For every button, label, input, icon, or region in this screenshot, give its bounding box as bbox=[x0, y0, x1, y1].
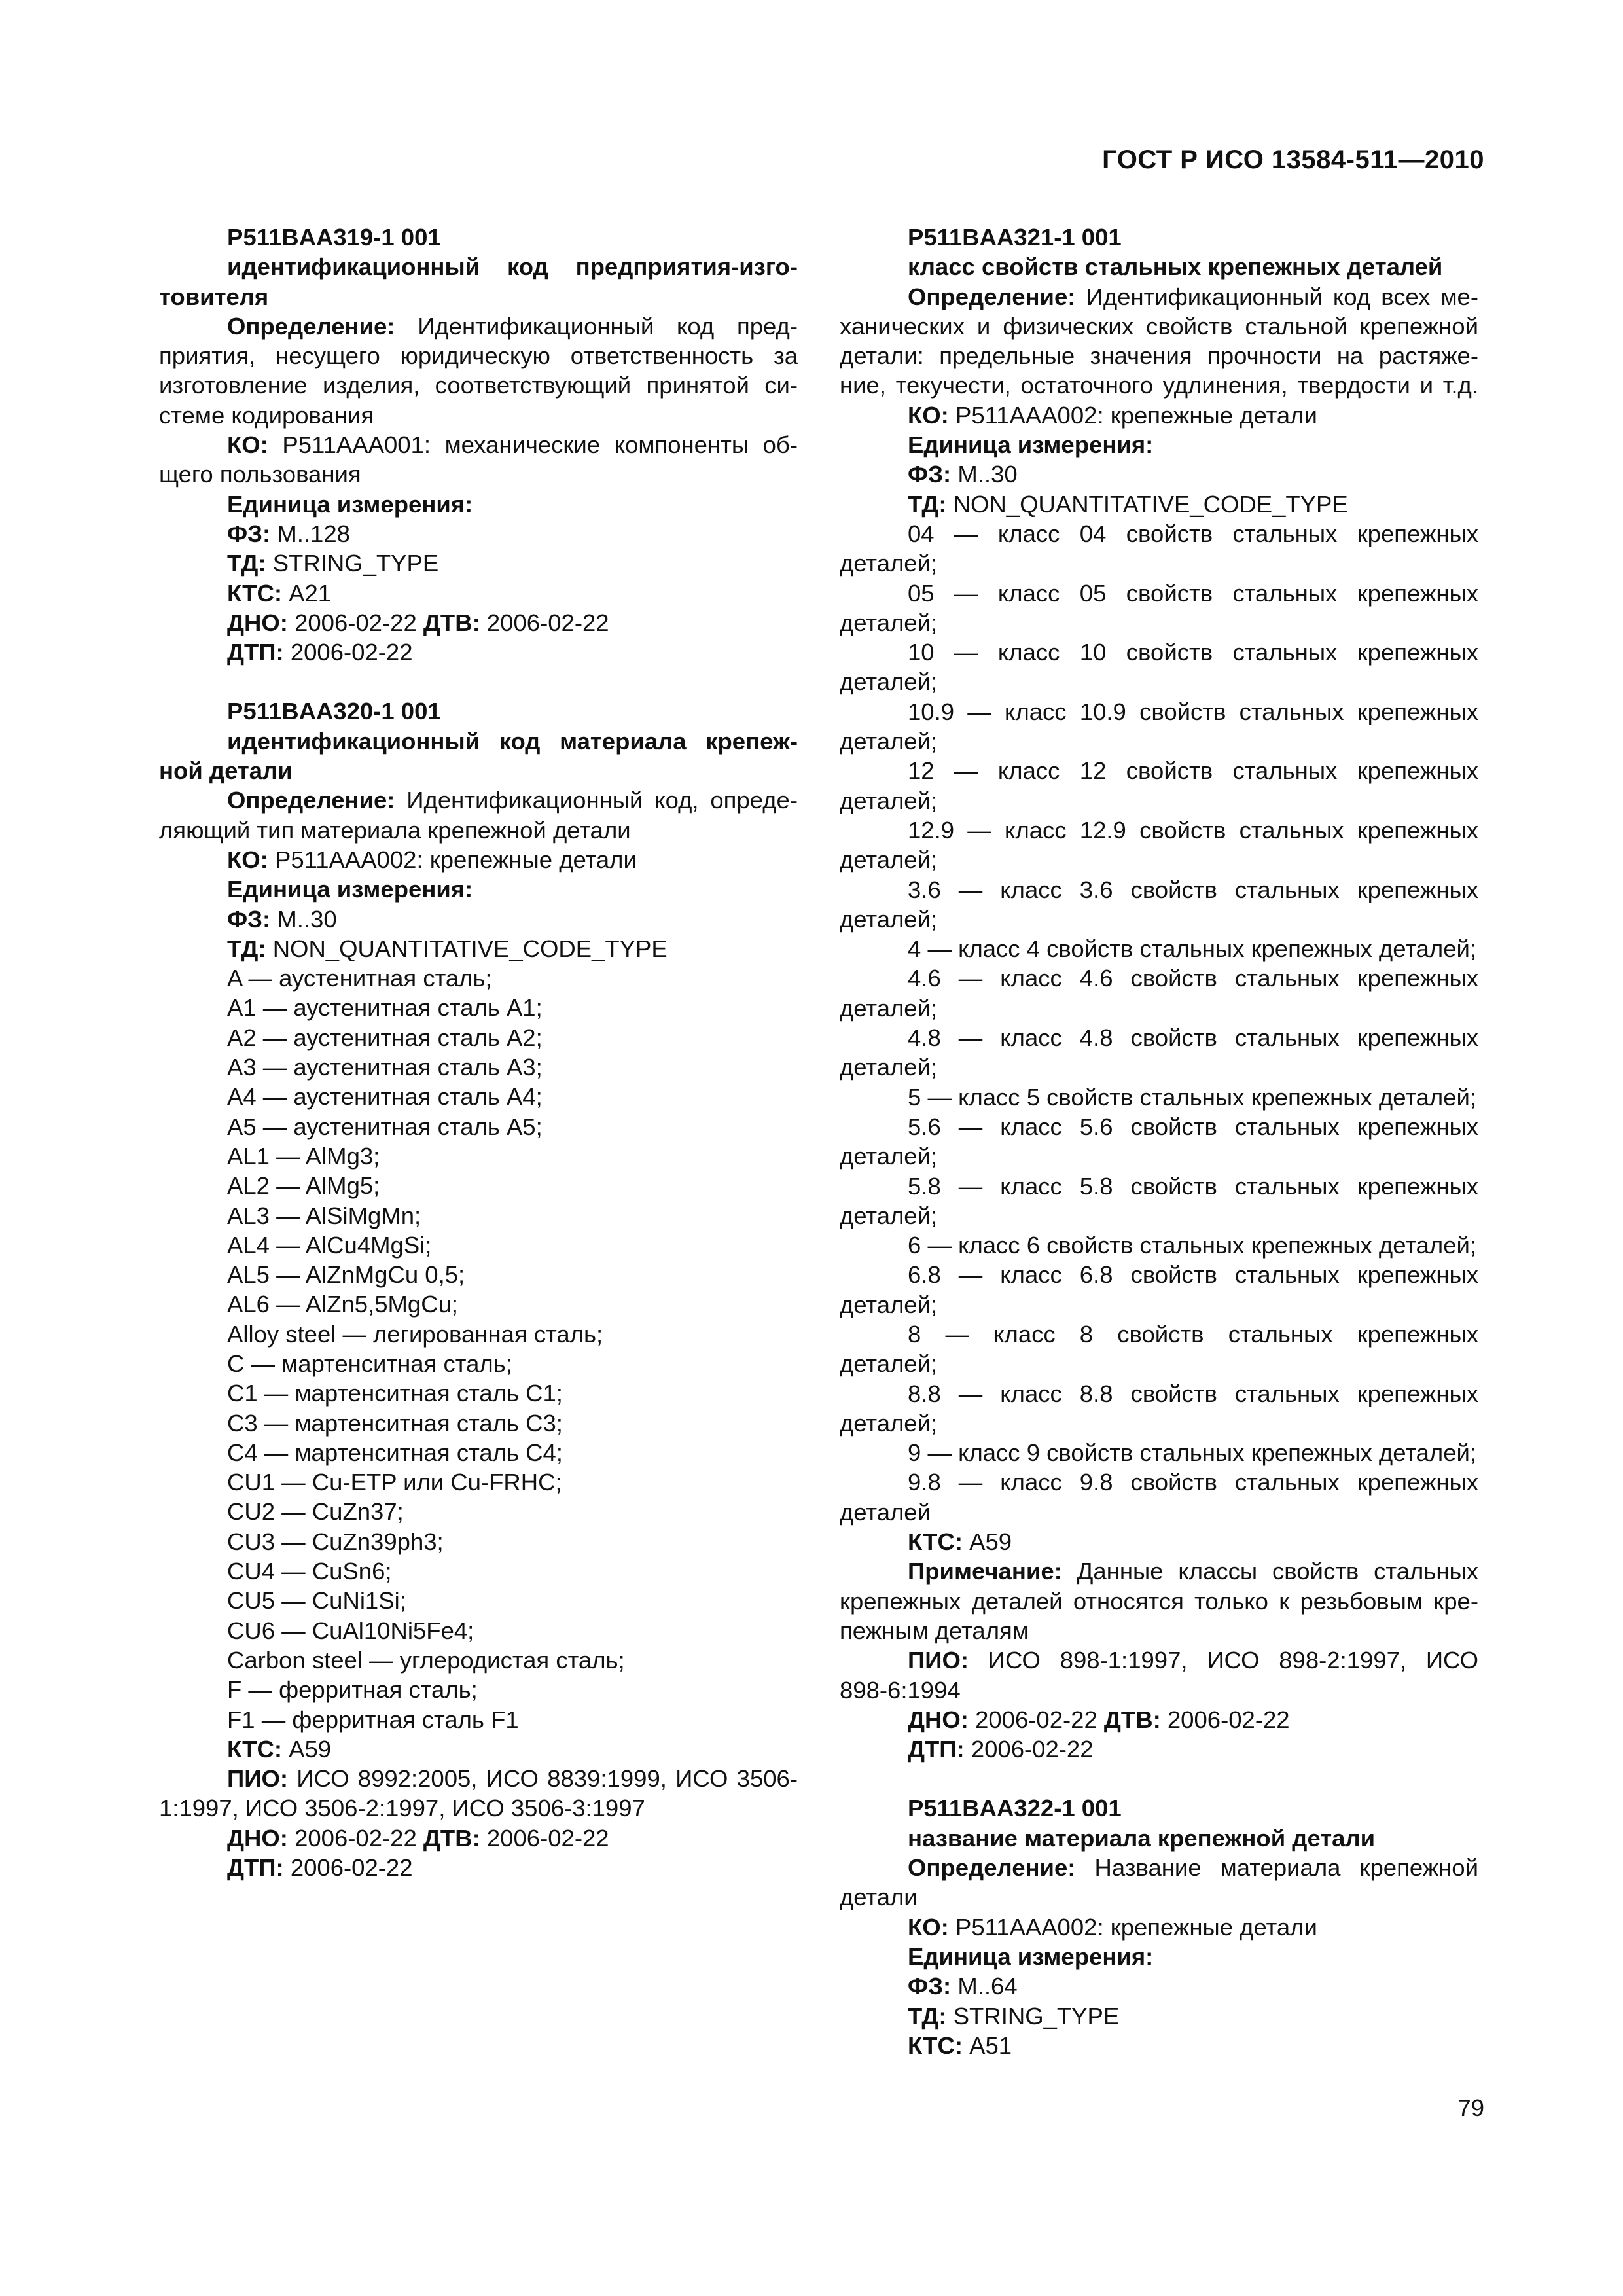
value: A51 bbox=[963, 2032, 1012, 2059]
label: Определение: bbox=[227, 312, 395, 340]
label: Определение: bbox=[908, 283, 1076, 310]
td-line bbox=[840, 490, 1478, 519]
fz-line bbox=[840, 1971, 1478, 2001]
dates-line bbox=[159, 608, 798, 637]
list-item: 3.6 — класс 3.6 свойств стальных крепежных bbox=[908, 876, 1478, 903]
label: КТС: bbox=[908, 1528, 963, 1556]
label: Примечание: bbox=[908, 1558, 1062, 1585]
value: Идентификационный код пред- bbox=[395, 312, 798, 340]
value: 2006-02-22 bbox=[287, 609, 423, 636]
list-item-cont: деталей; bbox=[840, 1054, 938, 1081]
definition-cont: детали bbox=[840, 1884, 918, 1911]
label: ФЗ: bbox=[908, 1973, 952, 2000]
label: ПИО: bbox=[908, 1647, 969, 1674]
value: 2006-02-22 bbox=[968, 1706, 1104, 1733]
list-item: 4.8 — класс 4.8 свойств стальных крепежных bbox=[908, 1024, 1478, 1052]
list-item: AL4 — AlCu4MgSi; bbox=[227, 1231, 432, 1259]
list-item: AL3 — AlSiMgMn; bbox=[227, 1202, 421, 1229]
label: ДТП: bbox=[908, 1736, 965, 1763]
list-item: 4 — класс 4 свойств стальных крепежных деталей; bbox=[908, 935, 1477, 963]
list-item: A2 — аустенитная сталь A2; bbox=[227, 1024, 543, 1051]
list-item: C3 — мартенситная сталь C3; bbox=[227, 1409, 563, 1437]
list-item: 8.8 — класс 8.8 свойств стальных крепежных bbox=[908, 1380, 1478, 1407]
definition-cont: приятия, несущего юридическую ответственность за bbox=[159, 342, 798, 370]
label: ФЗ: bbox=[227, 905, 271, 933]
list-item-cont: деталей; bbox=[840, 905, 938, 933]
page-header: ГОСТ Р ИСО 13584-511—2010 bbox=[1102, 145, 1484, 174]
value: P511AAA001: механические компоненты об- bbox=[268, 431, 798, 459]
list-item-cont: деталей; bbox=[840, 994, 938, 1022]
kts-line bbox=[159, 1734, 798, 1764]
label: ДТВ: bbox=[1103, 1706, 1161, 1733]
dates-line bbox=[159, 1823, 798, 1853]
value: 2006-02-22 bbox=[287, 1824, 423, 1852]
entry-code: P511BAA322-1 001 bbox=[908, 1795, 1122, 1822]
list-item: 9 — класс 9 свойств стальных крепежных деталей; bbox=[908, 1439, 1477, 1467]
label: ДТП: bbox=[227, 1854, 284, 1882]
ko-line bbox=[840, 401, 1478, 430]
label: ФЗ: bbox=[227, 520, 271, 547]
label: КТС: bbox=[908, 2032, 963, 2059]
ko-line bbox=[159, 430, 798, 459]
list-item: AL6 — AlZn5,5MgCu; bbox=[227, 1291, 459, 1318]
definition-cont: ляющий тип материала крепежной детали bbox=[159, 816, 631, 844]
value: STRING_TYPE bbox=[266, 550, 439, 577]
label: ПИО: bbox=[227, 1765, 289, 1793]
note-cont: крепежных деталей относятся только к резьбовым кре- bbox=[840, 1587, 1478, 1615]
value: Данные классы свойств стальных bbox=[1061, 1558, 1478, 1585]
value: 2006-02-22 bbox=[480, 609, 609, 636]
list-item-cont: деталей; bbox=[840, 1202, 938, 1229]
definition-cont: детали: предельные значения прочности на растяже- bbox=[840, 342, 1478, 370]
entry-code: P511BAA321-1 001 bbox=[908, 224, 1122, 251]
value: P511AAA002: крепежные детали bbox=[268, 846, 637, 873]
fz-line bbox=[840, 459, 1478, 489]
list-item: F1 — ферритная сталь F1 bbox=[227, 1706, 519, 1733]
label: КО: bbox=[227, 846, 268, 873]
label: Определение: bbox=[908, 1854, 1076, 1882]
dates-line bbox=[840, 1705, 1478, 1734]
kts-line bbox=[840, 1527, 1478, 1556]
definition-cont: стеме кодирования bbox=[159, 401, 374, 429]
value: ИСО 8992:2005, ИСО 8839:1999, ИСО 3506- bbox=[288, 1765, 798, 1793]
label: ТД: bbox=[227, 935, 266, 962]
definition-cont: изготовление изделия, соответствующий принятой си- bbox=[159, 372, 798, 399]
list-item-cont: деталей; bbox=[840, 1143, 938, 1170]
list-item: 12.9 — класс 12.9 свойств стальных крепежных bbox=[908, 816, 1478, 844]
value: NON_QUANTITATIVE_CODE_TYPE bbox=[266, 935, 668, 962]
value: 2006-02-22 bbox=[283, 1854, 413, 1882]
label: КО: bbox=[908, 401, 949, 429]
list-item: Alloy steel — легированная сталь; bbox=[227, 1320, 603, 1348]
unit-label: Единица измерения: bbox=[908, 431, 1154, 459]
list-item: 5 — класс 5 свойств стальных крепежных деталей; bbox=[908, 1083, 1477, 1111]
list-item-cont: деталей; bbox=[840, 846, 938, 874]
definition bbox=[159, 312, 798, 341]
list-item-cont: деталей; bbox=[840, 550, 938, 577]
label: ФЗ: bbox=[908, 461, 952, 488]
list-item: CU6 — CuAl10Ni5Fe4; bbox=[227, 1617, 474, 1644]
entry-title: идентификационный код материала крепеж- bbox=[227, 727, 798, 755]
list-item: 04 — класс 04 свойств стальных крепежных bbox=[908, 520, 1478, 547]
list-item-cont: деталей; bbox=[840, 787, 938, 814]
list-item: C — мартенситная сталь; bbox=[227, 1350, 512, 1377]
list-item: A3 — аустенитная сталь A3; bbox=[227, 1054, 543, 1081]
ko-line bbox=[159, 845, 798, 874]
unit-label: Единица измерения: bbox=[227, 490, 473, 518]
value: 2006-02-22 bbox=[480, 1824, 609, 1852]
list-item-cont: деталей; bbox=[840, 1409, 938, 1437]
label: КТС: bbox=[227, 579, 282, 607]
list-item: Carbon steel — углеродистая сталь; bbox=[227, 1646, 625, 1674]
value: 2006-02-22 bbox=[1160, 1706, 1290, 1733]
value: P511AAA002: крепежные детали bbox=[948, 401, 1317, 429]
entry-title: название материала крепежной детали bbox=[908, 1824, 1376, 1852]
list-item: CU1 — Cu-ETP или Cu-FRHC; bbox=[227, 1469, 562, 1496]
label: ТД: bbox=[908, 490, 947, 518]
list-item: 6 — класс 6 свойств стальных крепежных деталей; bbox=[908, 1232, 1477, 1259]
value: 2006-02-22 bbox=[283, 639, 413, 666]
left-column bbox=[159, 223, 798, 1882]
label: ДТП: bbox=[227, 639, 284, 666]
list-item: CU3 — CuZn39ph3; bbox=[227, 1528, 444, 1555]
note-line bbox=[840, 1556, 1478, 1586]
definition-cont: ханических и физических свойств стальной крепежной bbox=[840, 312, 1478, 340]
list-item: 5.6 — класс 5.6 свойств стальных крепежных bbox=[908, 1113, 1478, 1140]
definition-cont: ние, текучести, остаточного удлинения, твердости и т.д. bbox=[840, 372, 1478, 399]
definition bbox=[840, 1853, 1478, 1882]
list-item: C4 — мартенситная сталь C4; bbox=[227, 1439, 563, 1466]
right-column bbox=[840, 223, 1478, 2060]
value: P511AAA002: крепежные детали bbox=[948, 1913, 1317, 1941]
pio-line bbox=[159, 1764, 798, 1793]
value: M..30 bbox=[270, 905, 337, 933]
list-item: CU4 — CuSn6; bbox=[227, 1558, 392, 1585]
list-item-cont: деталей; bbox=[840, 728, 938, 755]
list-item: 10 — класс 10 свойств стальных крепежных bbox=[908, 639, 1478, 666]
td-line bbox=[159, 934, 798, 963]
list-item: CU5 — CuNi1Si; bbox=[227, 1587, 406, 1615]
label: ДТВ: bbox=[423, 1824, 480, 1852]
material-values-list bbox=[159, 963, 798, 1734]
label: ТД: bbox=[227, 550, 266, 577]
list-item: A — аустенитная сталь; bbox=[227, 965, 492, 992]
list-item: 8 — класс 8 свойств стальных крепежных bbox=[908, 1320, 1478, 1348]
value: ИСО 898-1:1997, ИСО 898-2:1997, ИСО bbox=[969, 1647, 1478, 1674]
list-item-cont: деталей; bbox=[840, 1350, 938, 1378]
list-item: A4 — аустенитная сталь A4; bbox=[227, 1083, 543, 1111]
list-item-cont: деталей bbox=[840, 1498, 931, 1526]
value: Идентификационный код, опреде- bbox=[395, 787, 798, 814]
value: 2006-02-22 bbox=[964, 1736, 1094, 1763]
dtp-line bbox=[159, 637, 798, 667]
list-item: CU2 — CuZn37; bbox=[227, 1498, 404, 1526]
list-item-cont: деталей; bbox=[840, 668, 938, 696]
value: M..128 bbox=[270, 520, 350, 547]
page-number: 79 bbox=[1457, 2094, 1484, 2121]
fz-line bbox=[159, 519, 798, 548]
td-line bbox=[159, 548, 798, 578]
property-class-list bbox=[840, 519, 1478, 1527]
note-cont: пежным деталям bbox=[840, 1617, 1029, 1644]
label: ДНО: bbox=[227, 609, 288, 636]
value: A59 bbox=[963, 1528, 1012, 1556]
label: ДТВ: bbox=[423, 609, 480, 636]
kts-line bbox=[840, 2031, 1478, 2060]
list-item: 5.8 — класс 5.8 свойств стальных крепежных bbox=[908, 1172, 1478, 1200]
ko-line bbox=[840, 1912, 1478, 1942]
label: ДНО: bbox=[908, 1706, 969, 1733]
list-item: AL1 — AlMg3; bbox=[227, 1142, 380, 1170]
entry-code: P511BAA319-1 001 bbox=[227, 224, 441, 251]
list-item: A1 — аустенитная сталь A1; bbox=[227, 994, 543, 1022]
list-item: C1 — мартенситная сталь C1; bbox=[227, 1380, 563, 1407]
label: Определение: bbox=[227, 787, 395, 814]
value: M..64 bbox=[951, 1973, 1018, 2000]
entry-title: ной детали bbox=[159, 757, 293, 785]
definition bbox=[159, 785, 798, 815]
label: КО: bbox=[227, 431, 268, 459]
label: ДНО: bbox=[227, 1824, 288, 1852]
list-item: AL2 — AlMg5; bbox=[227, 1172, 380, 1200]
label: КО: bbox=[908, 1913, 949, 1941]
label: ТД: bbox=[908, 2002, 947, 2030]
unit-label: Единица измерения: bbox=[227, 876, 473, 903]
pio-line bbox=[840, 1645, 1478, 1675]
list-item: A5 — аустенитная сталь A5; bbox=[227, 1113, 543, 1140]
unit-label: Единица измерения: bbox=[908, 1943, 1154, 1970]
entry-code: P511BAA320-1 001 bbox=[227, 698, 441, 725]
entry-title: товителя bbox=[159, 283, 269, 310]
value: A59 bbox=[282, 1735, 332, 1763]
pio-cont: 1:1997, ИСО 3506-2:1997, ИСО 3506-3:1997 bbox=[159, 1795, 645, 1822]
list-item-cont: деталей; bbox=[840, 609, 938, 636]
definition bbox=[840, 282, 1478, 312]
list-item-cont: деталей; bbox=[840, 1291, 938, 1318]
list-item: 12 — класс 12 свойств стальных крепежных bbox=[908, 757, 1478, 785]
list-item: 4.6 — класс 4.6 свойств стальных крепежных bbox=[908, 965, 1478, 992]
list-item: 05 — класс 05 свойств стальных крепежных bbox=[908, 579, 1478, 607]
kts-line bbox=[159, 579, 798, 608]
list-item: 10.9 — класс 10.9 свойств стальных крепежных bbox=[908, 698, 1478, 725]
entry-title: класс свойств стальных крепежных деталей bbox=[908, 253, 1443, 281]
entry-title: идентификационный код предприятия-изго- bbox=[227, 253, 798, 281]
value: STRING_TYPE bbox=[946, 2002, 1120, 2030]
dtp-line bbox=[840, 1734, 1478, 1764]
value: A21 bbox=[282, 579, 332, 607]
value: Название материала крепежной bbox=[1075, 1854, 1478, 1882]
pio-cont: 898-6:1994 bbox=[840, 1676, 961, 1704]
list-item: AL5 — AlZnMgCu 0,5; bbox=[227, 1261, 465, 1289]
td-line bbox=[840, 2001, 1478, 2031]
label: КТС: bbox=[227, 1735, 282, 1763]
list-item: 9.8 — класс 9.8 свойств стальных крепежных bbox=[908, 1469, 1478, 1496]
ko-cont: щего пользования bbox=[159, 461, 361, 488]
value: M..30 bbox=[951, 461, 1018, 488]
dtp-line bbox=[159, 1853, 798, 1882]
fz-line bbox=[159, 905, 798, 934]
list-item: 6.8 — класс 6.8 свойств стальных крепежных bbox=[908, 1261, 1478, 1289]
list-item: F — ферритная сталь; bbox=[227, 1676, 478, 1704]
value: Идентификационный код всех ме- bbox=[1075, 283, 1478, 310]
value: NON_QUANTITATIVE_CODE_TYPE bbox=[946, 490, 1348, 518]
